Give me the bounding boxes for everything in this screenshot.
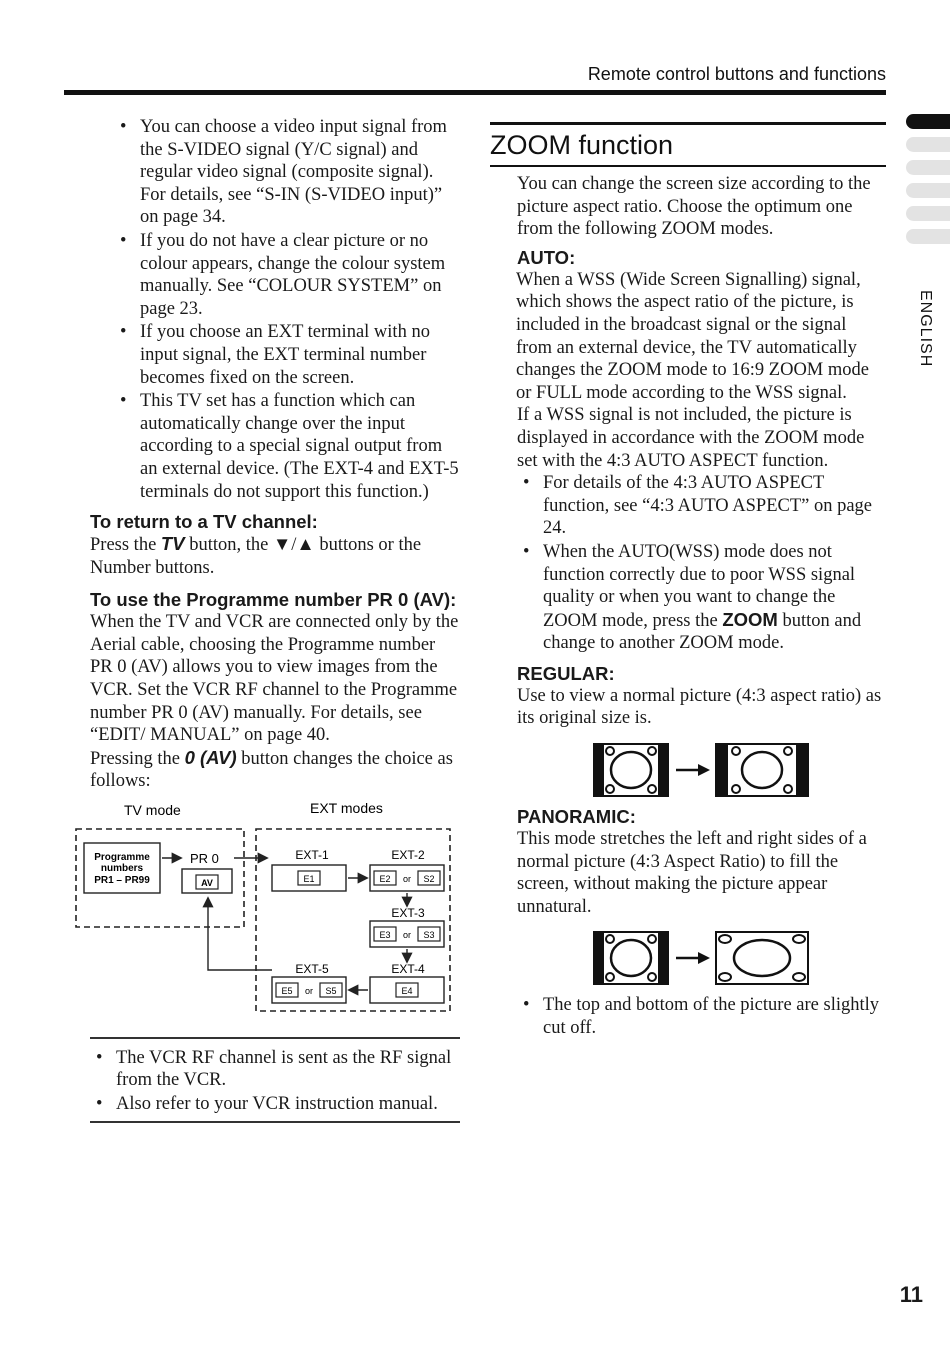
panoramic-mode-icon xyxy=(592,930,812,986)
header-rule xyxy=(64,90,886,95)
side-tab xyxy=(906,229,950,244)
page-number: 11 xyxy=(899,1282,923,1307)
e4-key-label: E4 xyxy=(401,986,413,997)
list-item xyxy=(517,541,886,655)
zoom-intro: You can change the screen size according to the picture aspect ratio. Choose the optimum one from the following ZOOM modes. xyxy=(517,174,871,240)
auto-paragraph-1: When a WSS (Wide Screen Signalling) signal, which shows the aspect ratio of the picture, is included in the broadcast signal or the signal from an external device, the TV automatically changes the ZOOM mode to 16:9 ZOOM mode or FULL mode according to the WSS signal. xyxy=(516,269,869,403)
text-span: button, the ▼/▲ buttons or the Number buttons. xyxy=(90,535,422,578)
side-tab-strip xyxy=(906,114,950,252)
list-item: • If you choose an EXT terminal with no input signal, the EXT terminal number becomes fixed on the screen. xyxy=(114,321,460,389)
regular-heading: REGULAR: xyxy=(517,662,615,684)
programme-numbers-line: numbers xyxy=(100,863,144,875)
right-column xyxy=(490,122,886,1041)
list-item: • If you do not have a clear picture or no colour appears, change the colour system manually. See “COLOUR SYSTEM” on page 23. xyxy=(114,230,460,320)
zoom-section-body xyxy=(490,173,886,1040)
list-item: • Also refer to your VCR instruction manual. xyxy=(90,1093,460,1116)
notes-top-rule xyxy=(90,1037,460,1039)
e1-key-label: E1 xyxy=(303,874,315,885)
pr0-label: PR 0 xyxy=(190,851,219,867)
pressing-paragraph xyxy=(90,747,460,793)
ext2-label: EXT-2 xyxy=(391,848,425,863)
panoramic-paragraph: This mode stretches the left and right sides of a normal picture (4:3 Aspect Ratio) to fill the screen, without making the picture appear unnatural. xyxy=(517,829,867,917)
zoom-title-bottom-rule xyxy=(490,165,886,167)
text-span: button changes the choice as follows: xyxy=(90,748,453,792)
e3-key-label: E3 xyxy=(379,930,391,941)
s2-key-label: S2 xyxy=(423,874,435,885)
tv-mode-label: TV mode xyxy=(124,803,181,819)
side-tab xyxy=(906,206,950,221)
programme-numbers-line: Programme xyxy=(94,852,150,864)
side-tab xyxy=(906,137,950,152)
panoramic-bullet-list xyxy=(517,994,886,1039)
input-selection-diagram xyxy=(90,803,480,1033)
programme-numbers-line: PR1 – PR99 xyxy=(94,875,150,887)
regular-illustration xyxy=(517,740,886,800)
zoom-section-title: ZOOM function xyxy=(490,130,674,160)
regular-mode-icon xyxy=(592,742,812,798)
side-tab xyxy=(906,160,950,175)
or-label: or xyxy=(402,874,412,885)
auto-paragraph-2: If a WSS signal is not included, the picture is displayed in accordance with the ZOOM mode set with the 4:3 AUTO ASPECT function. xyxy=(517,405,865,471)
s3-key-label: S3 xyxy=(423,930,435,941)
text-span: button and change to another ZOOM mode. xyxy=(543,610,862,654)
ext4-label: EXT-4 xyxy=(391,962,425,977)
diagram-svg xyxy=(74,803,464,1033)
auto-bullet-list xyxy=(517,472,886,655)
or-label: or xyxy=(304,986,314,997)
left-column xyxy=(90,116,460,1123)
text-span: Pressing the xyxy=(90,748,185,769)
text-span: When the AUTO(WSS) mode does not function correctly due to poor WSS signal quality or when you want to change the ZOOM mode, press the xyxy=(543,541,856,631)
pr0-heading: To use the Programme number PR 0 (AV): xyxy=(90,589,457,611)
av-button-glyph: 0 (AV) xyxy=(184,746,237,768)
auto-heading: AUTO: xyxy=(517,246,576,268)
return-heading: To return to a TV channel: xyxy=(90,511,318,533)
pr0-paragraph: When the TV and VCR are connected only by the Aerial cable, choosing the Programme number PR 0 (AV) allows you to view images from the VCR. Set the VCR RF channel to the Programme number PR 0 (AV) manually. For details, see “EDIT/ MANUAL” on page 40. xyxy=(90,612,459,746)
zoom-button-glyph: ZOOM xyxy=(722,608,778,630)
e2-key-label: E2 xyxy=(379,874,391,885)
panoramic-heading: PANORAMIC: xyxy=(517,806,636,828)
ext3-label: EXT-3 xyxy=(391,906,425,921)
list-item: • You can choose a video input signal from the S-VIDEO signal (Y/C signal) and regular video signal (composite signal). For details, see “S-IN (S-VIDEO input)” on page 34. xyxy=(114,116,460,229)
ext5-label: EXT-5 xyxy=(295,962,329,977)
ext1-label: EXT-1 xyxy=(295,848,329,863)
side-tab-active xyxy=(906,114,950,129)
return-paragraph xyxy=(90,533,460,579)
side-tab xyxy=(906,183,950,198)
regular-paragraph: Use to view a normal picture (4:3 aspect ratio) as its original size is. xyxy=(517,685,882,729)
list-item: • This TV set has a function which can automatically change over the input according to a special signal output from an external device. (The EXT-4 and EXT-5 terminals do not support this function.) xyxy=(114,390,460,503)
av-key-label: AV xyxy=(201,878,213,889)
input-bullet-list xyxy=(114,116,460,503)
page-header-title: Remote control buttons and functions xyxy=(587,64,886,84)
s5-key-label: S5 xyxy=(325,986,337,997)
list-item: • The top and bottom of the picture are slightly cut off. xyxy=(517,994,886,1039)
panoramic-illustration xyxy=(517,928,886,988)
notes-bottom-rule xyxy=(90,1121,460,1123)
e5-key-label: E5 xyxy=(281,986,293,997)
ext-modes-label: EXT modes xyxy=(310,803,383,817)
list-item: • For details of the 4:3 AUTO ASPECT function, see “4:3 AUTO ASPECT” on page 24. xyxy=(517,472,886,540)
tv-button-glyph: TV xyxy=(160,533,185,555)
vcr-notes-list xyxy=(90,1047,460,1116)
side-language-label: ENGLISH xyxy=(917,290,934,368)
text-span: Press the xyxy=(90,535,161,556)
list-item: • The VCR RF channel is sent as the RF signal from the VCR. xyxy=(90,1047,460,1092)
or-label: or xyxy=(402,930,412,941)
